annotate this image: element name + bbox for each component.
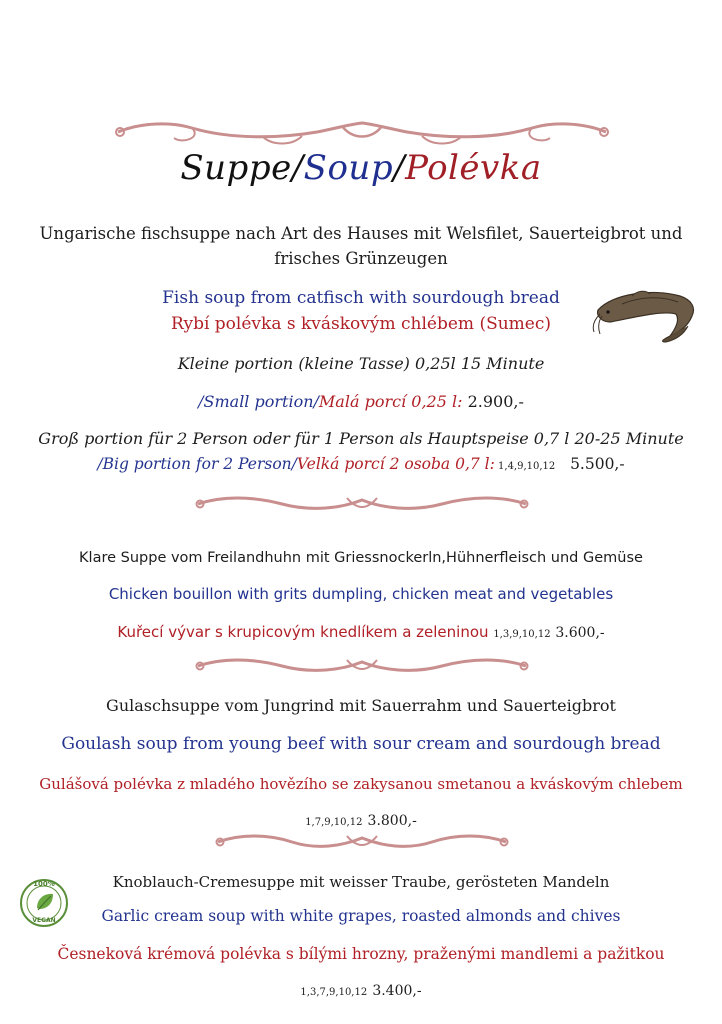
title-cz: Polévka (405, 148, 542, 188)
item1-big-allergens: 1,4,9,10,12 (494, 461, 556, 472)
item1-big-portion-de: Groß portion für 2 Person oder für 1 Person als Hauptspeise 0,7 l 20-25 Minute (38, 429, 684, 448)
title-en: Soup (303, 148, 394, 188)
item2-de: Klare Suppe vom Freilandhuhn mit Griessnockerln,Hühnerfleisch und Gemüse (79, 550, 643, 566)
item1-de-line2: frisches Grünzeugen (274, 249, 448, 268)
title-de: Suppe (180, 148, 292, 188)
item3-price: 3.800,- (367, 813, 417, 829)
item1-small-cz: Malá porcí 0,25 l: (318, 392, 463, 411)
item4-de: Knoblauch-Cremesuppe mit weisser Traube, gerösteten Mandeln (112, 873, 610, 891)
item2-cz-row (0, 620, 722, 647)
ornament-divider-2 (192, 492, 532, 516)
title-sep: / (393, 148, 406, 188)
item1-small-en: /Small portion/ (198, 392, 319, 411)
item1-small-portion (0, 390, 722, 414)
item4-allergens: 1,3,7,9,10,12 (300, 987, 368, 998)
item3-cz: Gulášová polévka z mladého hovězího se zakysanou smetanou a kváskovým chlebem (39, 775, 683, 793)
item3-allergens: 1,7,9,10,12 (305, 817, 363, 828)
item1-cz: Rybí polévka s kváskovým chlébem (Sumec) (170, 314, 552, 334)
vegan-badge-top: 100% (33, 880, 55, 888)
ornament-divider-4 (212, 830, 512, 854)
item1-small-portion-de: Kleine portion (kleine Tasse) 0,25l 15 Minute (177, 354, 545, 373)
item2-price: 3.600,- (555, 625, 605, 641)
item2-en: Chicken bouillon with grits dumpling, chicken meat and vegetables (108, 585, 614, 603)
item1-de-line1: Ungarische fischsuppe nach Art des Hauses mit Welsfilet, Sauerteigbrot und (39, 224, 683, 243)
title-sep: / (291, 148, 304, 188)
ornament-divider-3 (192, 654, 532, 678)
item1-big-en: /Big portion for 2 Person/ (97, 455, 297, 473)
item3-en: Goulash soup from young beef with sour cream and sourdough bread (61, 734, 661, 754)
vegan-badge-bottom: VEGAN (32, 917, 56, 924)
item4-en: Garlic cream soup with white grapes, roasted almonds and chives (101, 907, 621, 925)
item4-price: 3.400,- (372, 983, 422, 999)
item3-de: Gulaschsuppe vom Jungrind mit Sauerrahm und Sauerteigbrot (106, 696, 616, 715)
page-title (0, 148, 722, 188)
item1-big-portion (0, 452, 722, 479)
ornament-divider-top (112, 118, 612, 152)
item4-cz: Česneková krémová polévka s bílými hrozny, praženými mandlemi a pažitkou (57, 945, 665, 963)
item2-cz: Kuřecí vývar s krupicovým knedlíkem a zeleninou (117, 623, 489, 641)
item1-small-price: 2.900,- (462, 392, 524, 411)
catfish-illustration (592, 282, 698, 344)
item1-big-cz: Velká porcí 2 osoba 0,7 l: (296, 455, 495, 473)
item4-price-row (0, 978, 722, 1005)
item1-en: Fish soup from catfisch with sourdough bread (162, 288, 560, 308)
item2-allergens: 1,3,9,10,12 (493, 629, 551, 640)
item1-big-price: 5.500,- (570, 455, 625, 473)
